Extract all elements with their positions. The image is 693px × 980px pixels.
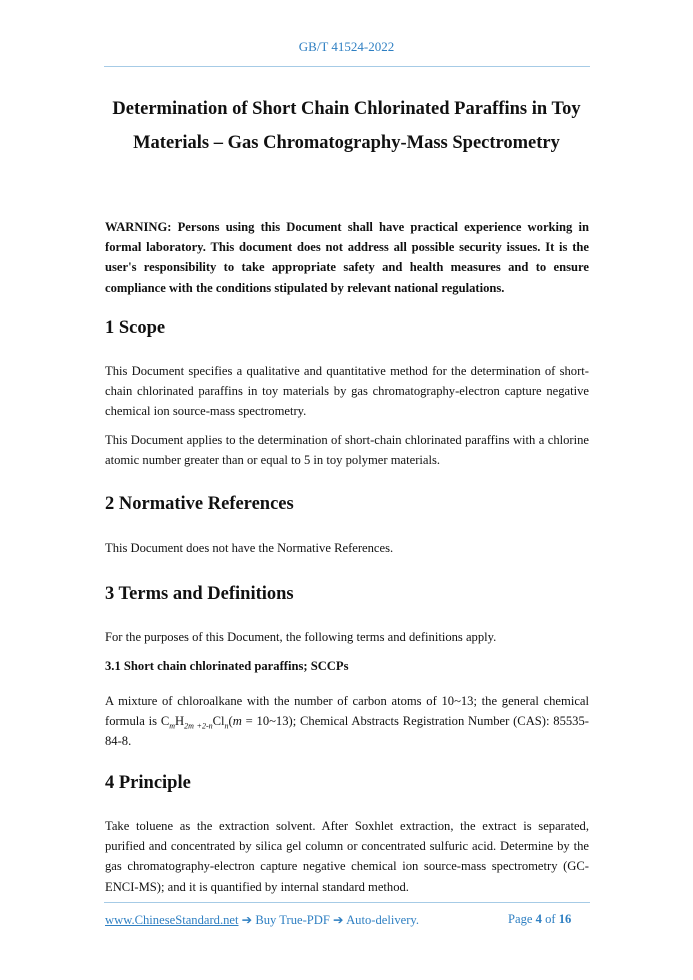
document-title bbox=[80, 92, 613, 160]
warning-paragraph: WARNING: Persons using this Document shall have practical experience working in formal laboratory. This document does not address all possible security issues. It is the user's responsibility to take appropriate safety and health measures and to ensure compliance with the conditions stipulated by relevant national regulations. bbox=[105, 220, 589, 295]
formula-sub-h: 2m +2-n bbox=[184, 721, 213, 731]
buy-pdf-text: Buy True-PDF bbox=[255, 913, 330, 927]
scope-paragraph-1: This Document specifies a qualitative and quantitative method for the determination of short-chain chlorinated paraffins in toy materials by gas chromatography-electron capture negative chemical ion source-mass spectrometry. bbox=[105, 364, 589, 419]
definition-tail: ; Chemical Abstracts Registration Number (CAS): 85535-84-8. bbox=[105, 714, 589, 749]
page-header bbox=[0, 39, 693, 55]
site-link[interactable]: www.ChineseStandard.net bbox=[105, 913, 239, 927]
title-line-1: Determination of Short Chain Chlorinated Paraffins in Toy bbox=[112, 99, 581, 119]
formula-hydrogen: H bbox=[175, 714, 185, 729]
term-heading-sccps: 3.1 Short chain chlorinated paraffins; SCCPs bbox=[105, 659, 349, 673]
formula-sub-n: n bbox=[224, 721, 229, 731]
formula-paren: ( bbox=[228, 714, 233, 729]
delivery-text: Auto-delivery. bbox=[346, 913, 420, 927]
section-heading-normative-references: 2 Normative References bbox=[105, 494, 294, 514]
current-page: 4 bbox=[535, 912, 542, 926]
principle-paragraph: Take toluene as the extraction solvent. After Soxhlet extraction, the extract is separated, purified and concentrated by silica gel column or concentrated sulfuric acid. Determine by the gas chromatography-electron capture negative chemical ion source-mass spectrometry (GC-ENCI-MS); and it is quantified by internal standard method. bbox=[105, 819, 589, 894]
page-label: Page bbox=[508, 912, 536, 926]
footer-divider bbox=[104, 902, 590, 903]
normative-paragraph: This Document does not have the Normative References. bbox=[105, 541, 394, 555]
title-line-2: Materials – Gas Chromatography-Mass Spectrometry bbox=[133, 133, 560, 153]
footer-links bbox=[105, 912, 419, 928]
terms-intro-paragraph: For the purposes of this Document, the following terms and definitions apply. bbox=[105, 630, 497, 644]
total-pages: 16 bbox=[558, 912, 572, 926]
arrow-icon: ➔ bbox=[238, 913, 256, 927]
definition-intro: A mixture of chloroalkane with the number of carbon atoms of 10~13; the general chemical formula is bbox=[105, 694, 589, 729]
formula-carbon: C bbox=[160, 714, 170, 729]
section-heading-principle: 4 Principle bbox=[105, 773, 191, 793]
standard-number: GB/T 41524-2022 bbox=[298, 39, 395, 54]
section-heading-terms: 3 Terms and Definitions bbox=[105, 584, 294, 604]
scope-paragraph-2: This Document applies to the determination of short-chain chlorinated paraffins with a chlorine atomic number greater than or equal to 5 in toy polymer materials. bbox=[105, 433, 589, 468]
page-indicator bbox=[508, 912, 571, 927]
of-label: of bbox=[541, 912, 559, 926]
formula bbox=[160, 714, 293, 731]
arrow-icon: ➔ bbox=[329, 913, 347, 927]
term-definition-paragraph bbox=[105, 691, 589, 752]
formula-chlorine: Cl bbox=[212, 714, 225, 729]
section-heading-scope: 1 Scope bbox=[105, 318, 166, 338]
formula-range: = 10~13) bbox=[241, 714, 293, 729]
formula-m: m bbox=[232, 714, 242, 729]
formula-sub-m: m bbox=[169, 721, 176, 731]
header-divider bbox=[104, 66, 590, 67]
